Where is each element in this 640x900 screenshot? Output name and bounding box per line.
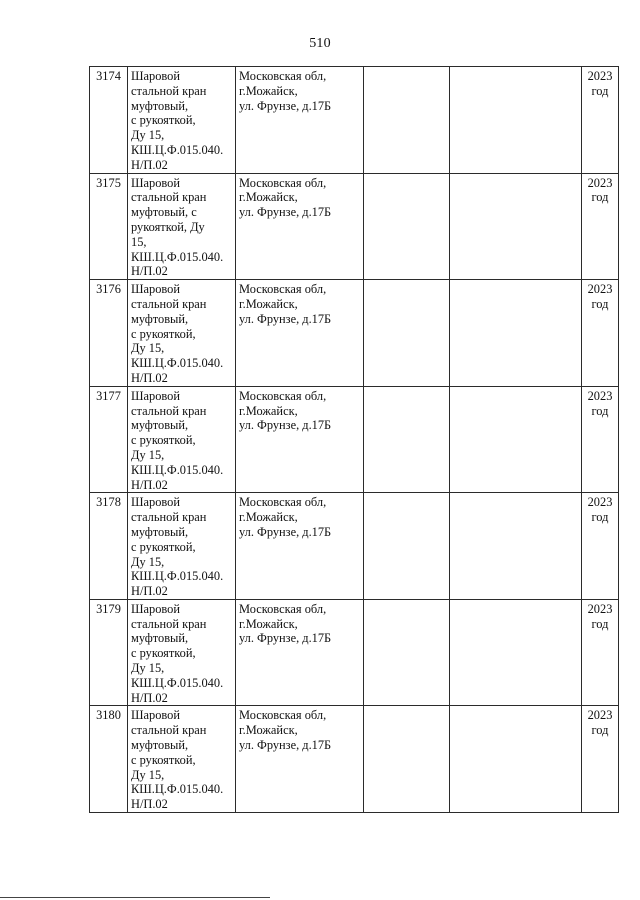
item-name-cell	[128, 493, 236, 600]
item-name-line: стальной кран	[131, 616, 207, 631]
item-name-line: Ду 15,	[131, 341, 165, 356]
empty-cell-col5	[450, 706, 582, 813]
item-name-cell	[128, 599, 236, 706]
item-name-line: КШ.Ц.Ф.015.040.	[131, 675, 224, 690]
address-line: ул. Фрунзе, д.17Б	[239, 631, 332, 646]
table-row	[90, 386, 619, 493]
empty-cell-col5	[450, 280, 582, 387]
address-cell	[236, 173, 364, 280]
address-line: Московская обл,	[239, 282, 327, 297]
item-name-line: с рукояткой,	[131, 752, 196, 767]
item-name-line: КШ.Ц.Ф.015.040.	[131, 142, 224, 157]
row-number: 3180	[96, 708, 121, 723]
year-line: 2023	[587, 69, 613, 83]
year-cell	[582, 67, 619, 174]
year-line: год	[591, 83, 609, 98]
item-name-line: КШ.Ц.Ф.015.040.	[131, 249, 224, 264]
item-name-cell	[128, 280, 236, 387]
address-line: Московская обл,	[239, 175, 327, 190]
item-name-line: КШ.Ц.Ф.015.040.	[131, 782, 224, 797]
item-name-line: Н/П.02	[131, 264, 168, 279]
row-number: 3179	[96, 601, 121, 616]
row-number: 3175	[96, 175, 121, 190]
year-cell	[582, 599, 619, 706]
item-name-line: Ду 15,	[131, 767, 165, 782]
empty-cell-col4	[364, 67, 450, 174]
item-name-line: Ду 15,	[131, 661, 165, 676]
address-cell	[236, 386, 364, 493]
year-line: 2023	[587, 388, 613, 403]
item-name-cell	[128, 173, 236, 280]
year-line: год	[591, 723, 609, 738]
item-name-line: КШ.Ц.Ф.015.040.	[131, 569, 224, 584]
item-name-line: муфтовый,	[131, 311, 189, 326]
item-name-cell	[128, 706, 236, 813]
table-row	[90, 599, 619, 706]
item-name-line: Шаровой	[131, 282, 180, 297]
registry-table	[89, 66, 619, 813]
item-name-line: стальной кран	[131, 83, 207, 98]
item-name-line: Шаровой	[131, 388, 180, 403]
year-cell	[582, 706, 619, 813]
row-number-cell	[90, 599, 128, 706]
year-cell	[582, 173, 619, 280]
address-line: Московская обл,	[239, 601, 327, 616]
address-line: Московская обл,	[239, 708, 327, 723]
empty-cell-col5	[450, 493, 582, 600]
address-cell	[236, 493, 364, 600]
item-name-line: стальной кран	[131, 403, 207, 418]
address-line: ул. Фрунзе, д.17Б	[239, 98, 332, 113]
table-row	[90, 706, 619, 813]
item-name-line: 15,	[131, 234, 147, 249]
row-number-cell	[90, 493, 128, 600]
empty-cell-col4	[364, 493, 450, 600]
row-number-cell	[90, 280, 128, 387]
item-name-line: Н/П.02	[131, 157, 168, 172]
item-name-cell	[128, 386, 236, 493]
item-name-line: стальной кран	[131, 723, 207, 738]
item-name-line: муфтовый,	[131, 524, 189, 539]
item-name-line: рукояткой, Ду	[131, 219, 205, 234]
item-name-line: Шаровой	[131, 601, 180, 616]
year-line: год	[591, 616, 609, 631]
year-cell	[582, 280, 619, 387]
year-line: 2023	[587, 708, 613, 723]
address-line: г.Можайск,	[239, 83, 298, 98]
address-line: г.Можайск,	[239, 296, 298, 311]
item-name-line: Н/П.02	[131, 690, 168, 705]
address-line: Московская обл,	[239, 388, 327, 403]
registry-table-body	[90, 67, 619, 813]
item-name-line: КШ.Ц.Ф.015.040.	[131, 356, 224, 371]
item-name-line: с рукояткой,	[131, 326, 196, 341]
year-cell	[582, 386, 619, 493]
item-name-line: Н/П.02	[131, 797, 168, 812]
empty-cell-col4	[364, 173, 450, 280]
row-number: 3174	[96, 69, 121, 83]
item-name-line: Шаровой	[131, 495, 180, 510]
item-name-line: с рукояткой,	[131, 433, 196, 448]
empty-cell-col4	[364, 386, 450, 493]
item-name-line: стальной кран	[131, 510, 207, 525]
table-row	[90, 173, 619, 280]
row-number-cell	[90, 386, 128, 493]
address-cell	[236, 599, 364, 706]
item-name-line: с рукояткой,	[131, 646, 196, 661]
year-cell	[582, 493, 619, 600]
item-name-line: Шаровой	[131, 708, 180, 723]
address-cell	[236, 280, 364, 387]
item-name-line: Ду 15,	[131, 554, 165, 569]
year-line: 2023	[587, 495, 613, 510]
row-number: 3178	[96, 495, 121, 510]
address-line: Московская обл,	[239, 69, 327, 83]
item-name-line: Н/П.02	[131, 370, 168, 385]
item-name-line: муфтовый,	[131, 418, 189, 433]
item-name-line: Н/П.02	[131, 584, 168, 599]
item-name-line: Ду 15,	[131, 128, 165, 143]
address-cell	[236, 67, 364, 174]
address-line: г.Можайск,	[239, 190, 298, 205]
item-name-line: муфтовый,	[131, 738, 189, 753]
address-line: г.Можайск,	[239, 510, 298, 525]
empty-cell-col5	[450, 173, 582, 280]
item-name-line: Ду 15,	[131, 447, 165, 462]
empty-cell-col5	[450, 386, 582, 493]
item-name-line: Шаровой	[131, 175, 180, 190]
item-name-line: Н/П.02	[131, 477, 168, 492]
address-line: Московская обл,	[239, 495, 327, 510]
row-number: 3176	[96, 282, 121, 297]
table-row	[90, 67, 619, 174]
item-name-line: стальной кран	[131, 296, 207, 311]
table-row	[90, 493, 619, 600]
address-line: г.Можайск,	[239, 403, 298, 418]
year-line: 2023	[587, 175, 613, 190]
address-line: г.Можайск,	[239, 723, 298, 738]
empty-cell-col5	[450, 67, 582, 174]
row-number-cell	[90, 67, 128, 174]
item-name-line: стальной кран	[131, 190, 207, 205]
empty-cell-col4	[364, 706, 450, 813]
footnote-divider	[0, 897, 270, 898]
address-line: ул. Фрунзе, д.17Б	[239, 205, 332, 220]
year-line: год	[591, 296, 609, 311]
empty-cell-col5	[450, 599, 582, 706]
row-number-cell	[90, 706, 128, 813]
item-name-line: КШ.Ц.Ф.015.040.	[131, 462, 224, 477]
item-name-line: муфтовый,	[131, 98, 189, 113]
empty-cell-col4	[364, 280, 450, 387]
address-line: ул. Фрунзе, д.17Б	[239, 418, 332, 433]
page-number: 510	[309, 36, 331, 51]
row-number-cell	[90, 173, 128, 280]
table-row	[90, 280, 619, 387]
empty-cell-col4	[364, 599, 450, 706]
address-line: ул. Фрунзе, д.17Б	[239, 524, 332, 539]
address-cell	[236, 706, 364, 813]
item-name-line: с рукояткой,	[131, 539, 196, 554]
year-line: 2023	[587, 601, 613, 616]
address-line: ул. Фрунзе, д.17Б	[239, 738, 332, 753]
item-name-line: Шаровой	[131, 69, 180, 83]
item-name-line: муфтовый, с	[131, 205, 197, 220]
address-line: ул. Фрунзе, д.17Б	[239, 311, 332, 326]
year-line: год	[591, 510, 609, 525]
year-line: год	[591, 403, 609, 418]
item-name-cell	[128, 67, 236, 174]
row-number: 3177	[96, 388, 121, 403]
item-name-line: муфтовый,	[131, 631, 189, 646]
year-line: год	[591, 190, 609, 205]
address-line: г.Можайск,	[239, 616, 298, 631]
item-name-line: с рукояткой,	[131, 113, 196, 128]
year-line: 2023	[587, 282, 613, 297]
